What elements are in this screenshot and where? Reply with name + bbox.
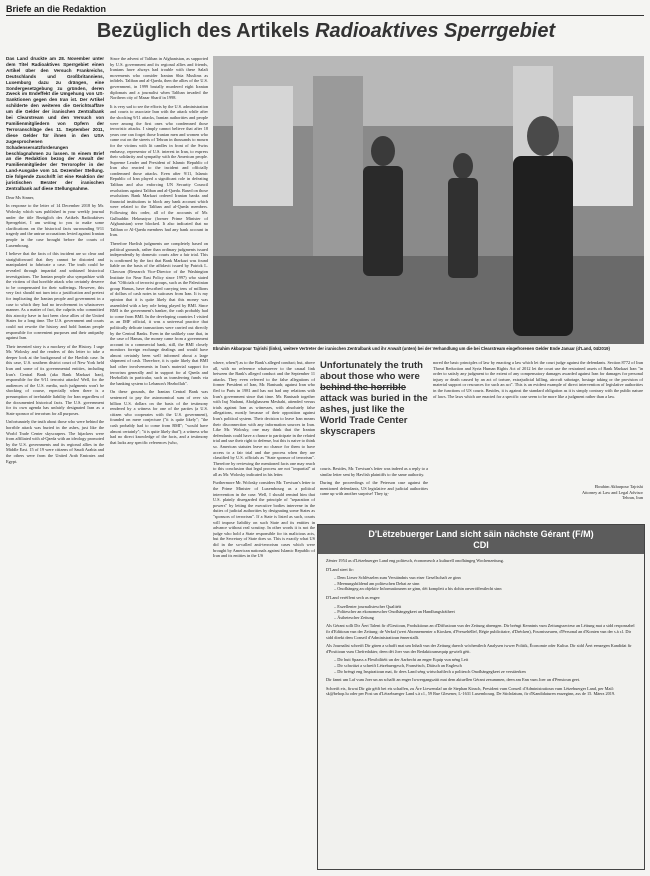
paragraph: Dear Ms Sinner,	[6, 194, 35, 200]
list-item: – Onofhängeg an objektiv Informatiounen ze ginn, déi komplett a bis dohin onveröffentlecht sinn	[334, 586, 636, 592]
paragraph: Therefore Havlish judgments are completely based on political grounds, rather than ordinary judgments issued independently by domestic courts after a fair trial. This is confirmed by the fact that Bank Markazi was found liable on the basis of the affidavit issued by Patrick L. Clawson (Research Vice-Director of the Washington Institute for Near East Policy since 1997) who stated that "Officials of terrorist groups, such as the Palestinian group Hamas, have described carrying tens of millions of dollars of cash notes in suitcases from Iran. It is my opinion that it is quite likely that this money was assembled with a key role being played by BMI. Since BMI is the government's banker, the cash probably had to come from BMI. In the developing countries I visited as an IMF official, it was a universal practice that politically delicate transactions were carried out directly by the Central Banks. Even in the unlikely case that, in the case of Hamas, the money came from a government account in a commercial bank, still, the BMI closely monitors foreign exchange dealings and would have almost certainly been well informed about a large shipment of cash. Therefore, it is quite likely that BMI had other involvements in Iran's material support for terrorism generally and in support for al Qaeda and Hezbollah in particular, such as transferring funds via the banking system to Lebanon's Hezbollah".	[110, 241, 208, 386]
list-item: – Ästhetescher Zeitung	[334, 615, 636, 621]
column-3	[213, 360, 315, 868]
paragraph: I believe that the facts of this incident are so clear and straightforward that they cannot be distorted and manipulated to fabricate a case. The truth could be revealed through impartial and unbiased historical investigations. The Iranian people also sympathize with the victims of that horrible attack who certainly deserve to be compensated for their sufferings. However, this very fact should not turn into a justification and pretext for implicating the Iranian people and government in a case to which they had no involvement in whatsoever manner. As a matter of fact, the culprits who committed this atrocity have in fact been close allies of the United States for a long time. The U.S. government and courts could not rewrite the history and hold Iranian people responsible for convenient purposes and their antipathy against Iran.	[6, 251, 104, 341]
section-label: Briefe an die Redaktion	[6, 4, 107, 14]
advert-title: D'Lëtzebuerger Land sicht säin nächste Gérant (F/M)	[368, 529, 594, 539]
list-item: – Meenungsbildend am politeschen Debat ze sinn	[334, 581, 636, 587]
signature-name: Ebrahim Akbarpour Tajrishi	[594, 484, 643, 489]
paragraph: Unfortunately the truth about those who were behind the horrible attack was buried in the ashes, just like the World Trade Center skyscrapers. The hijackers were from affiliated with al-Qaeda with an ideology promoted by the U.S. governments and its regional allies in the Middle East. 15 of 19 were citizens of Saudi Arabia and the others were from the United Arab Emirates and Egypt.	[6, 419, 104, 464]
top-rule	[6, 15, 644, 16]
paragraph: On these grounds, the Iranian Central Bank was sentenced to pay the astronomical sum of over six billion U.S. dollars on the basis of the testimony rendered by a witness for one of the parties (a U.S. citizen who cooperates with the U.S. government), founded on mere conjecture ("it is quite likely"; "the cash probably had to come from BMI"; "would have almost certainly"; "it is quite likely that"); a witness who had no direct knowledge of the facts, and a testimony that lacks any specific references (who,	[110, 389, 208, 445]
signature-role: Attorney at Law and Legal Advisor	[582, 489, 643, 495]
paragraph: Als Journalist schreift Dir gären a schafft mat um Inhalt vun der Zeitung duerch wöchentlech Analysen iwwer Politik, Économie oder Kultur. Dir sidd Äert eenzegen Kandidat fir d'Positioun vum Chefredakter, deen déi Joer vun der Redaktiounsequip gewielt gëtt.	[326, 643, 632, 654]
paragraph: nored the basic principles of law by enacting a law which let the court judge against the defendants. Section 8772 of Iran Threat Reduction and Syria Human Rights Act of 2012 let the court use the restrained assets of Bank Markazi Iran "in order to satisfy any judgment to the extent of any compensatory damages awarded against Iran for damages for personal injury or death caused by an act of torture, extrajudicial killing, aircraft sabotage, hostage taking or the provision of material support or resources for such an act". This is an evident example of direct intervention of legislative authorities in the functions of US courts. Besides, it is against the standard obligation as it is simply contrary with the public nature of laws. The laws which are enacted for a specific case seem to be more like a judgment rather than a law.	[433, 360, 643, 399]
column-1	[6, 56, 104, 868]
signature	[433, 484, 643, 501]
headline-prefix: Bezüglich des Artikels	[96, 20, 316, 42]
paragraph: Als Gérant sollt Dir Äert Talent fir d'Gestioun, Produktioun an d'Diffusioun vun der Zeitung abrengen. Dir bréngt Kenntnis vum Zeitungssecteur an Léitung mat a sidd responsabel fir d'Editioun vun der Zeitung: de Verkaf (wert Abonnementer a Kiosken, d'Pressehëllef, Régie publicitaire, d'Drécken), Fournisseuren, d'Personal an d'Konten vun der s.à r.l. Dir sidd direkt dem Conseil d'Administratioun ënnerstallt.	[326, 623, 635, 640]
page-title	[6, 20, 646, 43]
hearing-photo-illustration	[213, 56, 644, 344]
advert-body	[318, 554, 644, 704]
list-item: – Exzellenter journalistescher Qualitéit	[334, 604, 636, 610]
job-advert	[317, 524, 645, 870]
list-item: – Dir schwätzt a schreift Lëtzebuergesch, Franséisch, Däitsch an Englesch	[334, 663, 636, 669]
paragraph: It is very sad to see the efforts by the U.S. administration and courts to associate Iran with the attack while after the shocking 9/11 attacks, Iranian authorities and people were among the first ones who condemned those terroristic attacks. I simply cannot believe that after 18 years one can forget those Iranian men and women who came out on the streets of Tehran in thousands to mourn for the victims with lit candles in front of the Swiss embassy, representor of U.S. interest in Iran, to express their solidarity and sympathy with the American people. Supreme Leader and President of Islamic Republic of Iran also reacted to the incident and officially condemned those attacks. Even after 9/11, Islamic Republic of Iran played a significant role in defeating Taliban and also enforcing UN Security Council resolutions against Taliban and al-Qaeda. Based on those resolutions Bank Markazi ordered Iranian banks and financial institutions to block any bank account which were related to the Taliban and al-Qaeda members. Following this order, all of the accounts of Mr. Gulbuddin Hekmatyar (former Prime Minister of Afghanistan) were blocked. It also indicated that no Taliban or Al-Qaeda members had any bank account in Iran.	[110, 103, 208, 238]
pull-quote: Unfortunately the truth about those who were behind the horrible attack was buried in the ashes, just like the World Trade Center skyscrapers	[320, 360, 428, 437]
column-3b	[320, 466, 428, 524]
column-2	[110, 56, 208, 868]
list-item: – Dem Lieser Schlësselen zum Verständnis vun eiser Gesellschaft ze ginn	[334, 575, 636, 581]
hearing-photo	[213, 56, 644, 344]
advert-intro: Zënter 1954 as d'Lëtzebuerger Land eng politesch, économesch a kulturell onofhängeg Wochenzeitung.	[326, 558, 504, 563]
paragraph: Furthermore Mr. Wolosky considers Mr. Trevisan's letter to the Prime Minister of Luxembourg as a political intervention in the case. Well, I should remind him that U.S. plainly disregarded the principle of "separation of powers" by letting the executive bodies intervene in the duties of judicial authorities by designating some States as "sponsors of terrorism". If a State is listed as such, courts will impose liability on such State and its entities in advance without real scrutiny. In other words it is not the judge who hold a State responsible for its malicious acts, but the Secretary of State does so. This is exactly what US did in the so-called anti-terrorism cases which were brought by American nationals against Islamic Republic of Iran and its entities in the US	[213, 480, 315, 559]
article-lead: Das Land druckte am 28. November unter dem Titel Radioaktives Sperrgebiet einen Artikel über den Versuch Frankreichs, Deutschlands und Großbritanniens, Luxemburg dazu zu drängen, eine Sondergesetzgebung zu gründen, deren Zweck im Endeffekt die Umgehung von US-Sanktionen gegen den Iran ist. Der Artikel schilderte den weiteren die Gerichtsaffäre um die Gelder der iranischen Zentralbank bei Clearstream und den Versuch von Familienmitgliedern von Opfern der Terroranschläge des 11. September 2011, diese Gelder für ihnen in den USA zugesprochenen Schadensersatzforderungen beschlagnahmen zu lassen. In einem Brief an die Redaktion bezog der Anwalt der Familienmitglieder der Terroropfer in der Land-Ausgabe vom 14. Dezember Stellung. Die folgende Zuschrift ist eine Reaktion der juristischen Berater der iranischen Zentralbank auf diese Stellungnahme.	[6, 56, 104, 191]
list-item: – Dir hutt Spaass a Flexibilitéit un der Aarbecht an enger Equip vun néng Leit	[334, 657, 636, 663]
paragraph: courts. Besides, Mr. Trevisan's letter was indeed as a reply to a similar letter sent by Havlish plaintiffs to the same authority.	[320, 466, 428, 477]
advert-list-label: D'Land steet fir:	[326, 566, 354, 572]
paragraph: Their invented story is a mockery of the History. I urge Mr. Wolosky and the readers of this letter to take a deeper look at the background of the Havlish case. In this case, U.S. southern district court of New York held Iran and some of its governmental entities, including Iran's Central Bank (aka Bank Markazi Iran), responsible for the 9/11 terrorist attacks! Well, for the audiences of the U.S. media, such judgments won't be shocking of course, especially when there is a presumption of irrefutable liability for Iran regardless of the documented historical facts. The U.S. government for its own agenda has unfairly designated Iran as a State sponsor of terrorism for all purposes.	[6, 343, 104, 416]
advert-list	[326, 604, 636, 621]
pull-quote-struck: behind the horrible	[320, 382, 407, 393]
photo-caption: Ebrahim Akbarpour Tajrishi (links), weitere Vertreter der iranischen Zentralbank und ihr Anwalt (unten) bei der Verhandlung um die bei Clearstream eingefrorenen Gelder Ende Januar (d'Land, 04/2019)	[213, 346, 610, 351]
paragraph: Schreift eis, firwat Dir gär géift bei eis schaffen, zu Äre Liewenslaf un de Stephan Kinsch, President vum Conseil d'Administratioun vum Lëtzebuerger Land, per Mail: sk@behop.lu oder per Post un d'Lëtzebuerger Land s.à r.l., 59 Rue Glesener, L-1631 Luxembourg. De Stichdatum, fir d'Kandidaturen erazeginn, ass de 15. Mäerz 2019.	[326, 685, 616, 697]
advert-list-label: D'Land verëffent sech as enger:	[326, 594, 381, 600]
headline-title: Radioaktives Sperrgebiet	[315, 20, 556, 42]
advert-header	[318, 525, 644, 554]
paragraph: During the proceedings of the Peterson case against the mentioned defendants, US legislative and judicial authorities came up with another surprise! They ig-	[320, 480, 428, 497]
paragraph: where, when?) as to the Bank's alleged conduct; but, above all, with no reference whatsoever to the causal link between the Bank's alleged conduct and the September 11 attacks. They even referred to the false allegations of former President of Iran, Mr. Banisadr, against Iran who fled to Paris in 1981 and has not had any relations with Iran's government since that time. Mr. Banisadr together with Iraj Nadami, Abolghassem Mesbahi, attended versus trials against Iran as witnesses, with absolutely false allegations, mostly because of their opposition against Iran's political system. Their decision to leave Iran means their disconnection with any information sources in Iran. Like Mr. Wolosky, one may think that the Iranian defendants could have a chance to participate in the related trial and use their right to defense, but this is naive to think so. American statutes leave no chance for them to have access to a fair trial and due process when they are classified by U.S. officials as "State sponsor of terrorism". Therefore by reviewing the mentioned facts one may reach to this conclusion that legal process are not "impartial" at all as Mr. Wolosky indicated in his letter.	[213, 360, 315, 477]
signature-place: Tehran, Iran	[622, 495, 643, 501]
list-item: – Politescher an ekonomescher Onofhängegkeet an Handlungsfräiheet	[334, 609, 636, 615]
list-item: – Dir bréngt eng Inspiratioun mat, fir dees Land séng wirtschaftlech a politesch Onofhängegkeet ze verstäerken	[334, 669, 636, 675]
paragraph: Dir fannt um Laf vum Joer un an schafft an enger Iwwergangszäit mat dem aktuellen Gérant zesummen, deen am Enn vum Joer an d'Pensioun geet.	[326, 677, 581, 683]
advert-list	[326, 575, 636, 592]
column-4	[433, 360, 643, 476]
paragraph: Since the advent of Taliban in Afghanistan, as supported by U.S. government and its regional allies and friends, Iranians have always had trouble with these Salafi movements who consider Iranian Shia Muslims as infidels. Taliban and al-Qaeda, then the allies of the U.S. government, in 1999 brutally murdered eight Iranian diplomats and a journalist when Taliban invaded the Northern city of Mazar Sharif in 1998.	[110, 56, 208, 101]
paragraph: In response to the letter of 14 December 2018 by Mr. Wolosky which was published in your weekly journal under the title Bezüglich des Artikels Radioaktives Sperrgebiet, I am writing to you to make some clarifications on the historical facts surrounding 9/11 tragedy and the untrue accusations levied against Iranian people in the case brought before the courts of Luxembourg.	[6, 203, 104, 248]
advert-subtitle: CDI	[473, 540, 489, 550]
advert-list	[326, 657, 636, 674]
